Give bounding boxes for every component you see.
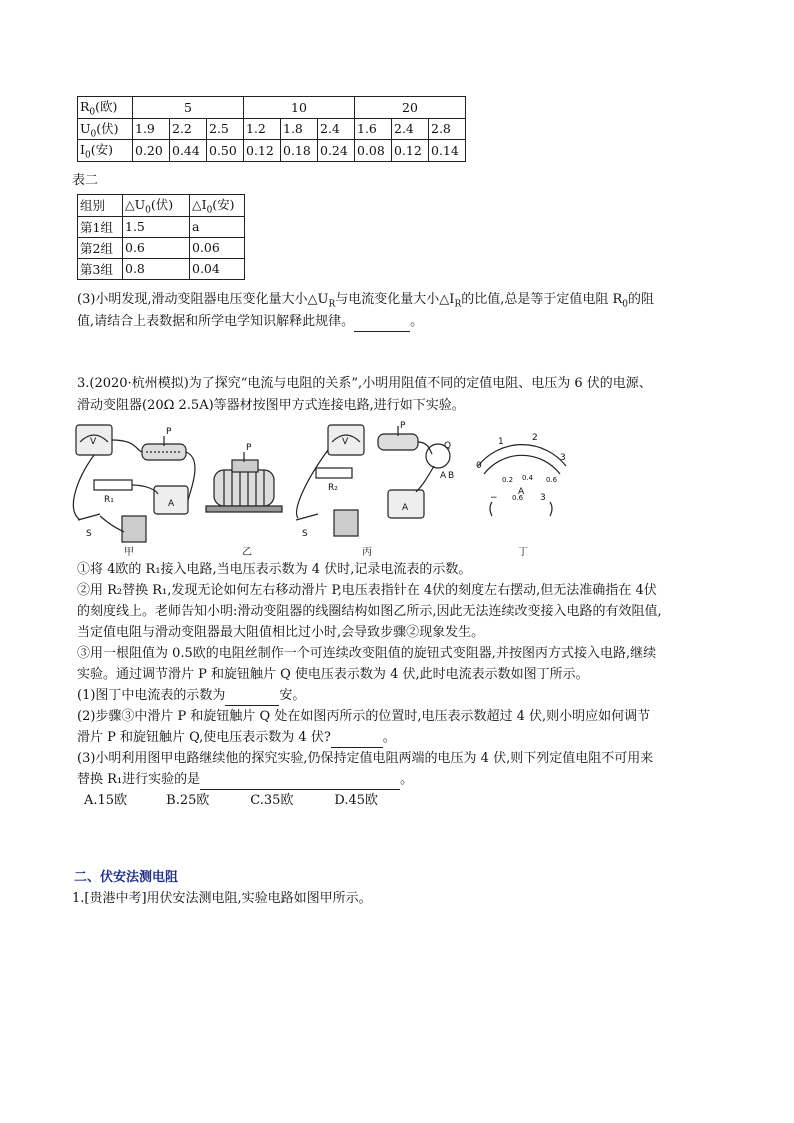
battery-icon xyxy=(334,510,358,536)
dial-scale-inner: 0.4 xyxy=(522,474,534,482)
table-cell: 0.18 xyxy=(281,140,318,162)
figure-bing xyxy=(296,425,450,536)
table-cell: 第1组 xyxy=(78,216,123,237)
voltmeter-label: V xyxy=(342,437,349,447)
dial-unit-label: A xyxy=(518,487,525,497)
question2-a: (2)步骤③中滑片 P 和旋钮触片 Q 处在如图丙所示的位置时,电压表示数超过 4 伏,则小明应如何调节 xyxy=(77,709,651,724)
row-header-i0: $I_0$(安) xyxy=(78,140,133,162)
table-cell: 0.04 xyxy=(190,258,245,279)
q3-line1: (3)小明发现,滑动变阻器电压变化量大小$\triangle U_R$与电流变化量大小$\triangle I_R$的比值,总是等于定值电阻 $R_0$的阻 xyxy=(77,292,655,310)
table-cell: 0.12 xyxy=(392,140,429,162)
row-header-u0: $U_0$(伏) xyxy=(78,118,133,140)
table-cell: 0.20 xyxy=(133,140,170,162)
resistor-r2-icon xyxy=(316,468,352,478)
cell-r-5: 5 xyxy=(133,97,244,119)
data-table-2 xyxy=(77,194,245,280)
data-table-1 xyxy=(77,96,466,162)
answer-blank[interactable] xyxy=(225,691,279,706)
knob-label-q: Q xyxy=(444,441,452,451)
step3-text-a: ③用一根阻值为 0.5欧的电阻丝制作一个可连续改变阻值的旋钮式变阻器,并按图丙方式接入电路,继续 xyxy=(77,646,657,661)
figure-label-ding: 丁 xyxy=(518,547,528,558)
slider-label-p: P xyxy=(246,443,252,453)
table-row xyxy=(78,195,245,217)
dial-scale: 1 xyxy=(498,437,504,447)
terminal-label-b: B xyxy=(448,471,455,481)
col-header-du: $\triangle U_0$(伏) xyxy=(123,195,190,217)
table-cell: 0.50 xyxy=(207,140,244,162)
answer-blank[interactable] xyxy=(354,317,410,332)
ammeter-label: A xyxy=(168,499,175,509)
q3-line2: 值,请结合上表数据和所学电学知识解释此规律。 。 xyxy=(77,312,423,332)
circuit-figures xyxy=(66,420,586,560)
col-header-di: $\triangle I_0$(安) xyxy=(190,195,245,217)
ammeter-label: A xyxy=(402,503,409,513)
terminal-label: − xyxy=(490,493,498,503)
problem3-line1: 3.(2020·杭州模拟)为了探究“电流与电阻的关系”,小明用阻值不同的定值电阻、电压为 6 伏的电源、 xyxy=(77,376,652,391)
step2-text-a: ②用 R₂替换 R₁,发现无论如何左右移动滑片 P,电压表指针在 4伏的刻度左右摆动,但无法准确指在 4伏 xyxy=(77,583,657,598)
terminal-label-a: A xyxy=(440,471,447,481)
table-cell: 1.8 xyxy=(281,118,318,140)
row-header-r0: $R_0$(欧) xyxy=(78,97,133,119)
cell-r-20: 20 xyxy=(355,97,466,119)
table2-caption: 表二 xyxy=(72,173,99,188)
resistor-label: R₂ xyxy=(328,483,338,493)
switch-label: S xyxy=(302,529,308,539)
rheostat-icon xyxy=(378,434,418,450)
table-row xyxy=(78,97,466,119)
table-row xyxy=(78,258,245,279)
step2-text-b: 的刻度线上。老师告知小明:滑动变阻器的线圈结构如图乙所示,因此无法连续改变接入电路的有效阻值, xyxy=(77,604,662,619)
step1-text: ①将 4欧的 R₁接入电路,当电压表示数为 4 伏时,记录电流表的示数。 xyxy=(77,562,472,577)
terminal-label: 3 xyxy=(540,493,546,503)
figure-label-bing: 丙 xyxy=(362,547,372,558)
table-cell: 2.4 xyxy=(318,118,355,140)
option-b[interactable]: B.25欧 xyxy=(166,793,210,808)
table-cell: 1.6 xyxy=(355,118,392,140)
voltmeter-label: V xyxy=(90,437,97,447)
option-c[interactable]: C.35欧 xyxy=(250,793,294,808)
table-cell: a xyxy=(190,216,245,237)
coil-icon xyxy=(214,470,274,506)
section-title: 二、伏安法测电阻 xyxy=(74,870,179,885)
table-cell: 2.2 xyxy=(170,118,207,140)
dial-scale-inner: 0.6 xyxy=(546,476,558,484)
table-cell: 0.14 xyxy=(429,140,466,162)
table-cell: 0.06 xyxy=(190,237,245,258)
slider-label-p: P xyxy=(166,427,172,437)
table-cell: 第3组 xyxy=(78,258,123,279)
table-cell: 第2组 xyxy=(78,237,123,258)
switch-icon xyxy=(296,514,318,520)
switch-icon xyxy=(78,514,100,520)
option-a[interactable]: A.15欧 xyxy=(84,793,128,808)
question1: (1)图丁中电流表的示数为 安。 xyxy=(77,686,305,706)
dial-scale: 3 xyxy=(560,453,566,463)
table-cell: 2.8 xyxy=(429,118,466,140)
table-row xyxy=(78,118,466,140)
slider-label-p: P xyxy=(400,421,406,431)
step2-text-c: 当定值电阻与滑动变阻器最大阻值相比过小时,会导致步骤②现象发生。 xyxy=(77,625,485,640)
table-cell: 0.8 xyxy=(123,258,190,279)
figure-label-jia: 甲 xyxy=(124,547,134,558)
table-cell: 1.2 xyxy=(244,118,281,140)
terminal-label: 0.6 xyxy=(512,494,524,502)
table-cell: 0.44 xyxy=(170,140,207,162)
resistor-label: R₁ xyxy=(104,495,114,505)
table-cell: 2.4 xyxy=(392,118,429,140)
options-row xyxy=(84,791,414,811)
table-cell: 0.6 xyxy=(123,237,190,258)
step3-text-b: 实验。通过调节滑片 P 和旋钮触片 Q 使电压表示数为 4 伏,此时电流表示数如图丁所示。 xyxy=(77,667,589,682)
dial-scale-inner: 0.2 xyxy=(502,476,514,484)
question3-b: 替换 R₁进行实验的是 。 xyxy=(77,770,413,790)
dial-scale: 2 xyxy=(532,433,538,443)
question2-b: 滑片 P 和旋钮触片 Q,使电压表示数为 4 伏? 。 xyxy=(77,728,396,748)
table-row xyxy=(78,216,245,237)
col-header-group: 组别 xyxy=(78,195,123,217)
battery-icon xyxy=(122,516,146,542)
answer-blank[interactable] xyxy=(200,775,400,790)
switch-label: S xyxy=(86,529,92,539)
figure-label-yi: 乙 xyxy=(242,547,252,558)
question3-a: (3)小明利用图甲电路继续他的探究实验,仍保持定值电阻两端的电压为 4 伏,则下列定值电阻不可用来 xyxy=(77,751,654,766)
table-cell: 0.24 xyxy=(318,140,355,162)
option-d[interactable]: D.45欧 xyxy=(334,793,379,808)
table-cell: 0.08 xyxy=(355,140,392,162)
table-cell: 1.5 xyxy=(123,216,190,237)
table-cell: 0.12 xyxy=(244,140,281,162)
table-row xyxy=(78,237,245,258)
table-row xyxy=(78,140,466,162)
cell-r-10: 10 xyxy=(244,97,355,119)
table-cell: 1.9 xyxy=(133,118,170,140)
answer-blank[interactable] xyxy=(331,733,383,748)
resistor-r1-icon xyxy=(94,480,132,490)
table-cell: 2.5 xyxy=(207,118,244,140)
problem3-line2: 滑动变阻器(20Ω 2.5A)等器材按图甲方式连接电路,进行如下实验。 xyxy=(77,398,465,413)
dial-scale: 0 xyxy=(476,461,482,471)
section2-question1: 1.[贵港中考]用伏安法测电阻,实验电路如图甲所示。 xyxy=(72,891,372,906)
figure-yi xyxy=(206,452,282,512)
